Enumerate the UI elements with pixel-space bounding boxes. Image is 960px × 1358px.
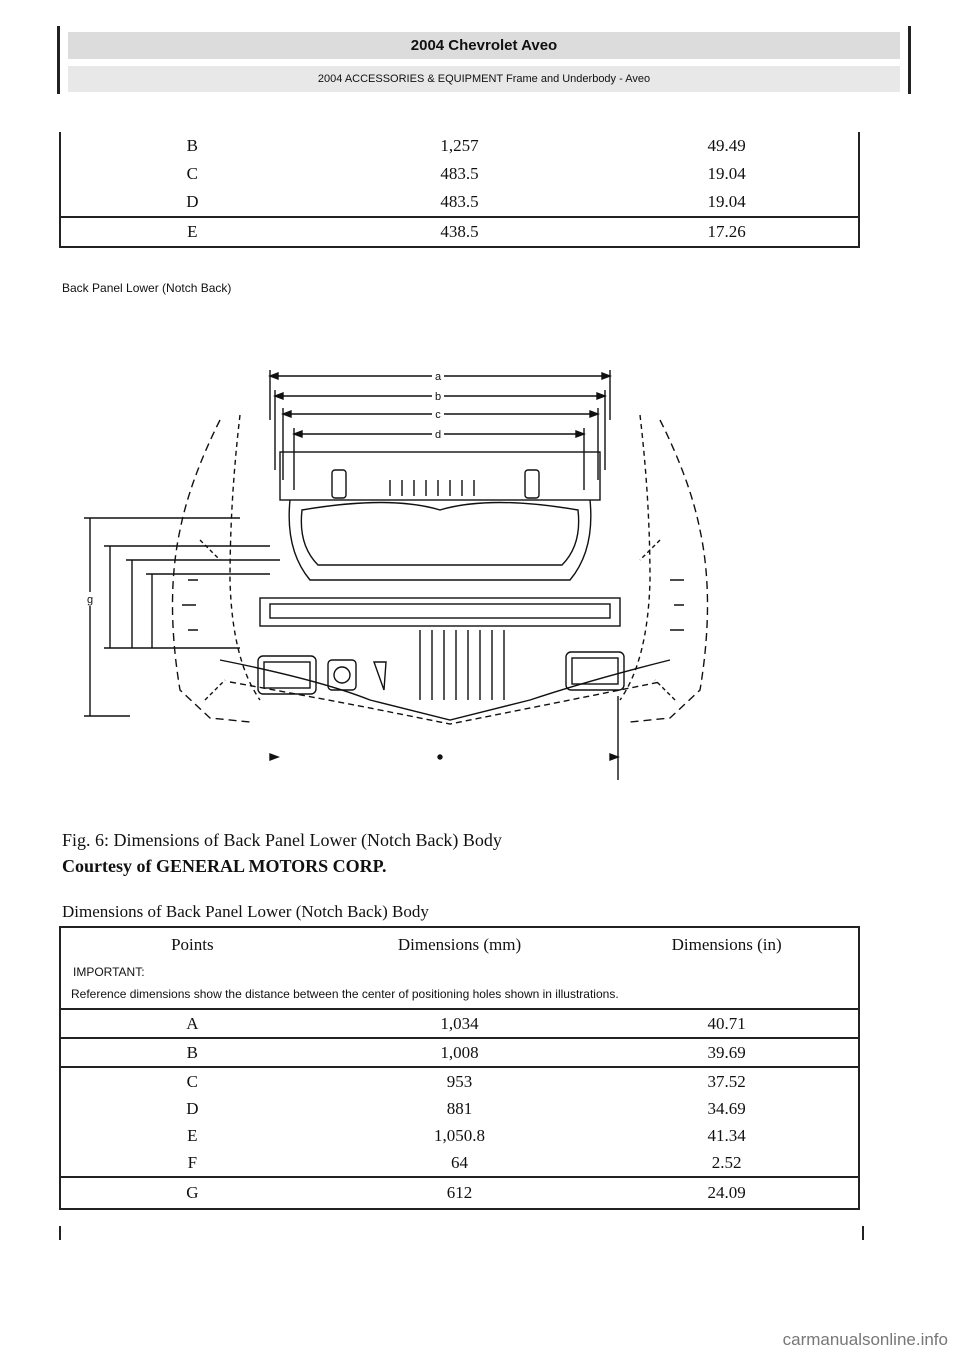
dim-label-b: b xyxy=(434,391,442,403)
in-cell: 41.34 xyxy=(707,1125,746,1145)
table-row xyxy=(60,1149,859,1177)
dimension-lines-bottom xyxy=(270,696,618,780)
watermark: carmanualsonline.info xyxy=(782,1330,948,1349)
in-cell: 2.52 xyxy=(595,1149,859,1177)
table-row xyxy=(60,132,859,160)
point-cell: D xyxy=(186,1098,199,1118)
mm-cell: 612 xyxy=(324,1177,596,1209)
mm-cell: 953 xyxy=(446,1071,473,1091)
table-row xyxy=(60,1095,859,1122)
dimensions-table xyxy=(59,926,860,1210)
important-note-row xyxy=(60,962,859,1009)
important-label: IMPORTANT: xyxy=(73,965,145,979)
figure-courtesy: Courtesy of GENERAL MOTORS CORP. xyxy=(62,856,387,876)
continued-dimensions-table xyxy=(59,132,860,248)
table-row xyxy=(60,1009,859,1038)
point-cell: A xyxy=(60,1009,324,1038)
table-row xyxy=(60,1177,859,1209)
table-row xyxy=(60,188,859,217)
point-cell: G xyxy=(60,1177,324,1209)
in-cell: 37.52 xyxy=(707,1071,746,1091)
table-title: Dimensions of Back Panel Lower (Notch Back) Body xyxy=(62,902,429,921)
table-continuation xyxy=(59,1226,864,1240)
mm-cell: 881 xyxy=(446,1098,473,1118)
dim-label-g: g xyxy=(86,594,94,606)
back-panel-diagram xyxy=(70,360,750,790)
point-cell: C xyxy=(186,164,198,183)
table-header-row xyxy=(60,927,859,962)
mm-cell: 1,008 xyxy=(324,1038,596,1067)
page-header xyxy=(57,26,911,94)
column-header-mm: Dimensions (mm) xyxy=(397,935,522,954)
point-cell: D xyxy=(186,192,199,211)
in-cell: 24.09 xyxy=(595,1177,859,1209)
header-subtitle: 2004 ACCESSORIES & EQUIPMENT Frame and Underbody - Aveo xyxy=(68,66,900,92)
table-row xyxy=(60,1067,859,1095)
dim-label-d: d xyxy=(434,429,442,441)
point-cell: E xyxy=(60,217,324,247)
in-cell: 19.04 xyxy=(707,164,746,183)
point-cell: E xyxy=(187,1125,198,1145)
in-cell: 49.49 xyxy=(707,136,746,155)
table-row xyxy=(60,1122,859,1149)
column-header-points: Points xyxy=(171,935,214,954)
mm-cell: 1,050.8 xyxy=(433,1125,485,1145)
table-row xyxy=(60,1038,859,1067)
in-cell: 19.04 xyxy=(707,192,746,211)
important-note xyxy=(60,962,859,1009)
in-cell: 17.26 xyxy=(595,217,859,247)
point-cell: B xyxy=(60,1038,324,1067)
point-cell: F xyxy=(60,1149,324,1177)
figure-caption: Fig. 6: Dimensions of Back Panel Lower (Notch Back) Body xyxy=(62,830,502,850)
mm-cell: 1,034 xyxy=(324,1009,596,1038)
in-cell: 39.69 xyxy=(595,1038,859,1067)
header-title: 2004 Chevrolet Aveo xyxy=(68,32,900,59)
dim-label-a: a xyxy=(434,371,442,383)
mm-cell: 1,257 xyxy=(440,136,479,155)
in-cell: 40.71 xyxy=(595,1009,859,1038)
table-row xyxy=(60,217,859,247)
column-header-in: Dimensions (in) xyxy=(671,935,782,954)
important-text: Reference dimensions show the distance between the center of positioning holes shown in illustrations. xyxy=(71,987,619,1001)
body-outline xyxy=(173,415,708,724)
dim-label-c: c xyxy=(435,409,441,421)
point-cell: C xyxy=(186,1071,198,1091)
in-cell: 34.69 xyxy=(707,1098,746,1118)
mm-cell: 64 xyxy=(324,1149,596,1177)
mm-cell: 483.5 xyxy=(440,164,479,183)
section-caption: Back Panel Lower (Notch Back) xyxy=(62,281,232,295)
point-cell: B xyxy=(186,136,198,155)
mm-cell: 438.5 xyxy=(324,217,596,247)
mm-cell: 483.5 xyxy=(440,192,479,211)
table-row xyxy=(60,160,859,188)
